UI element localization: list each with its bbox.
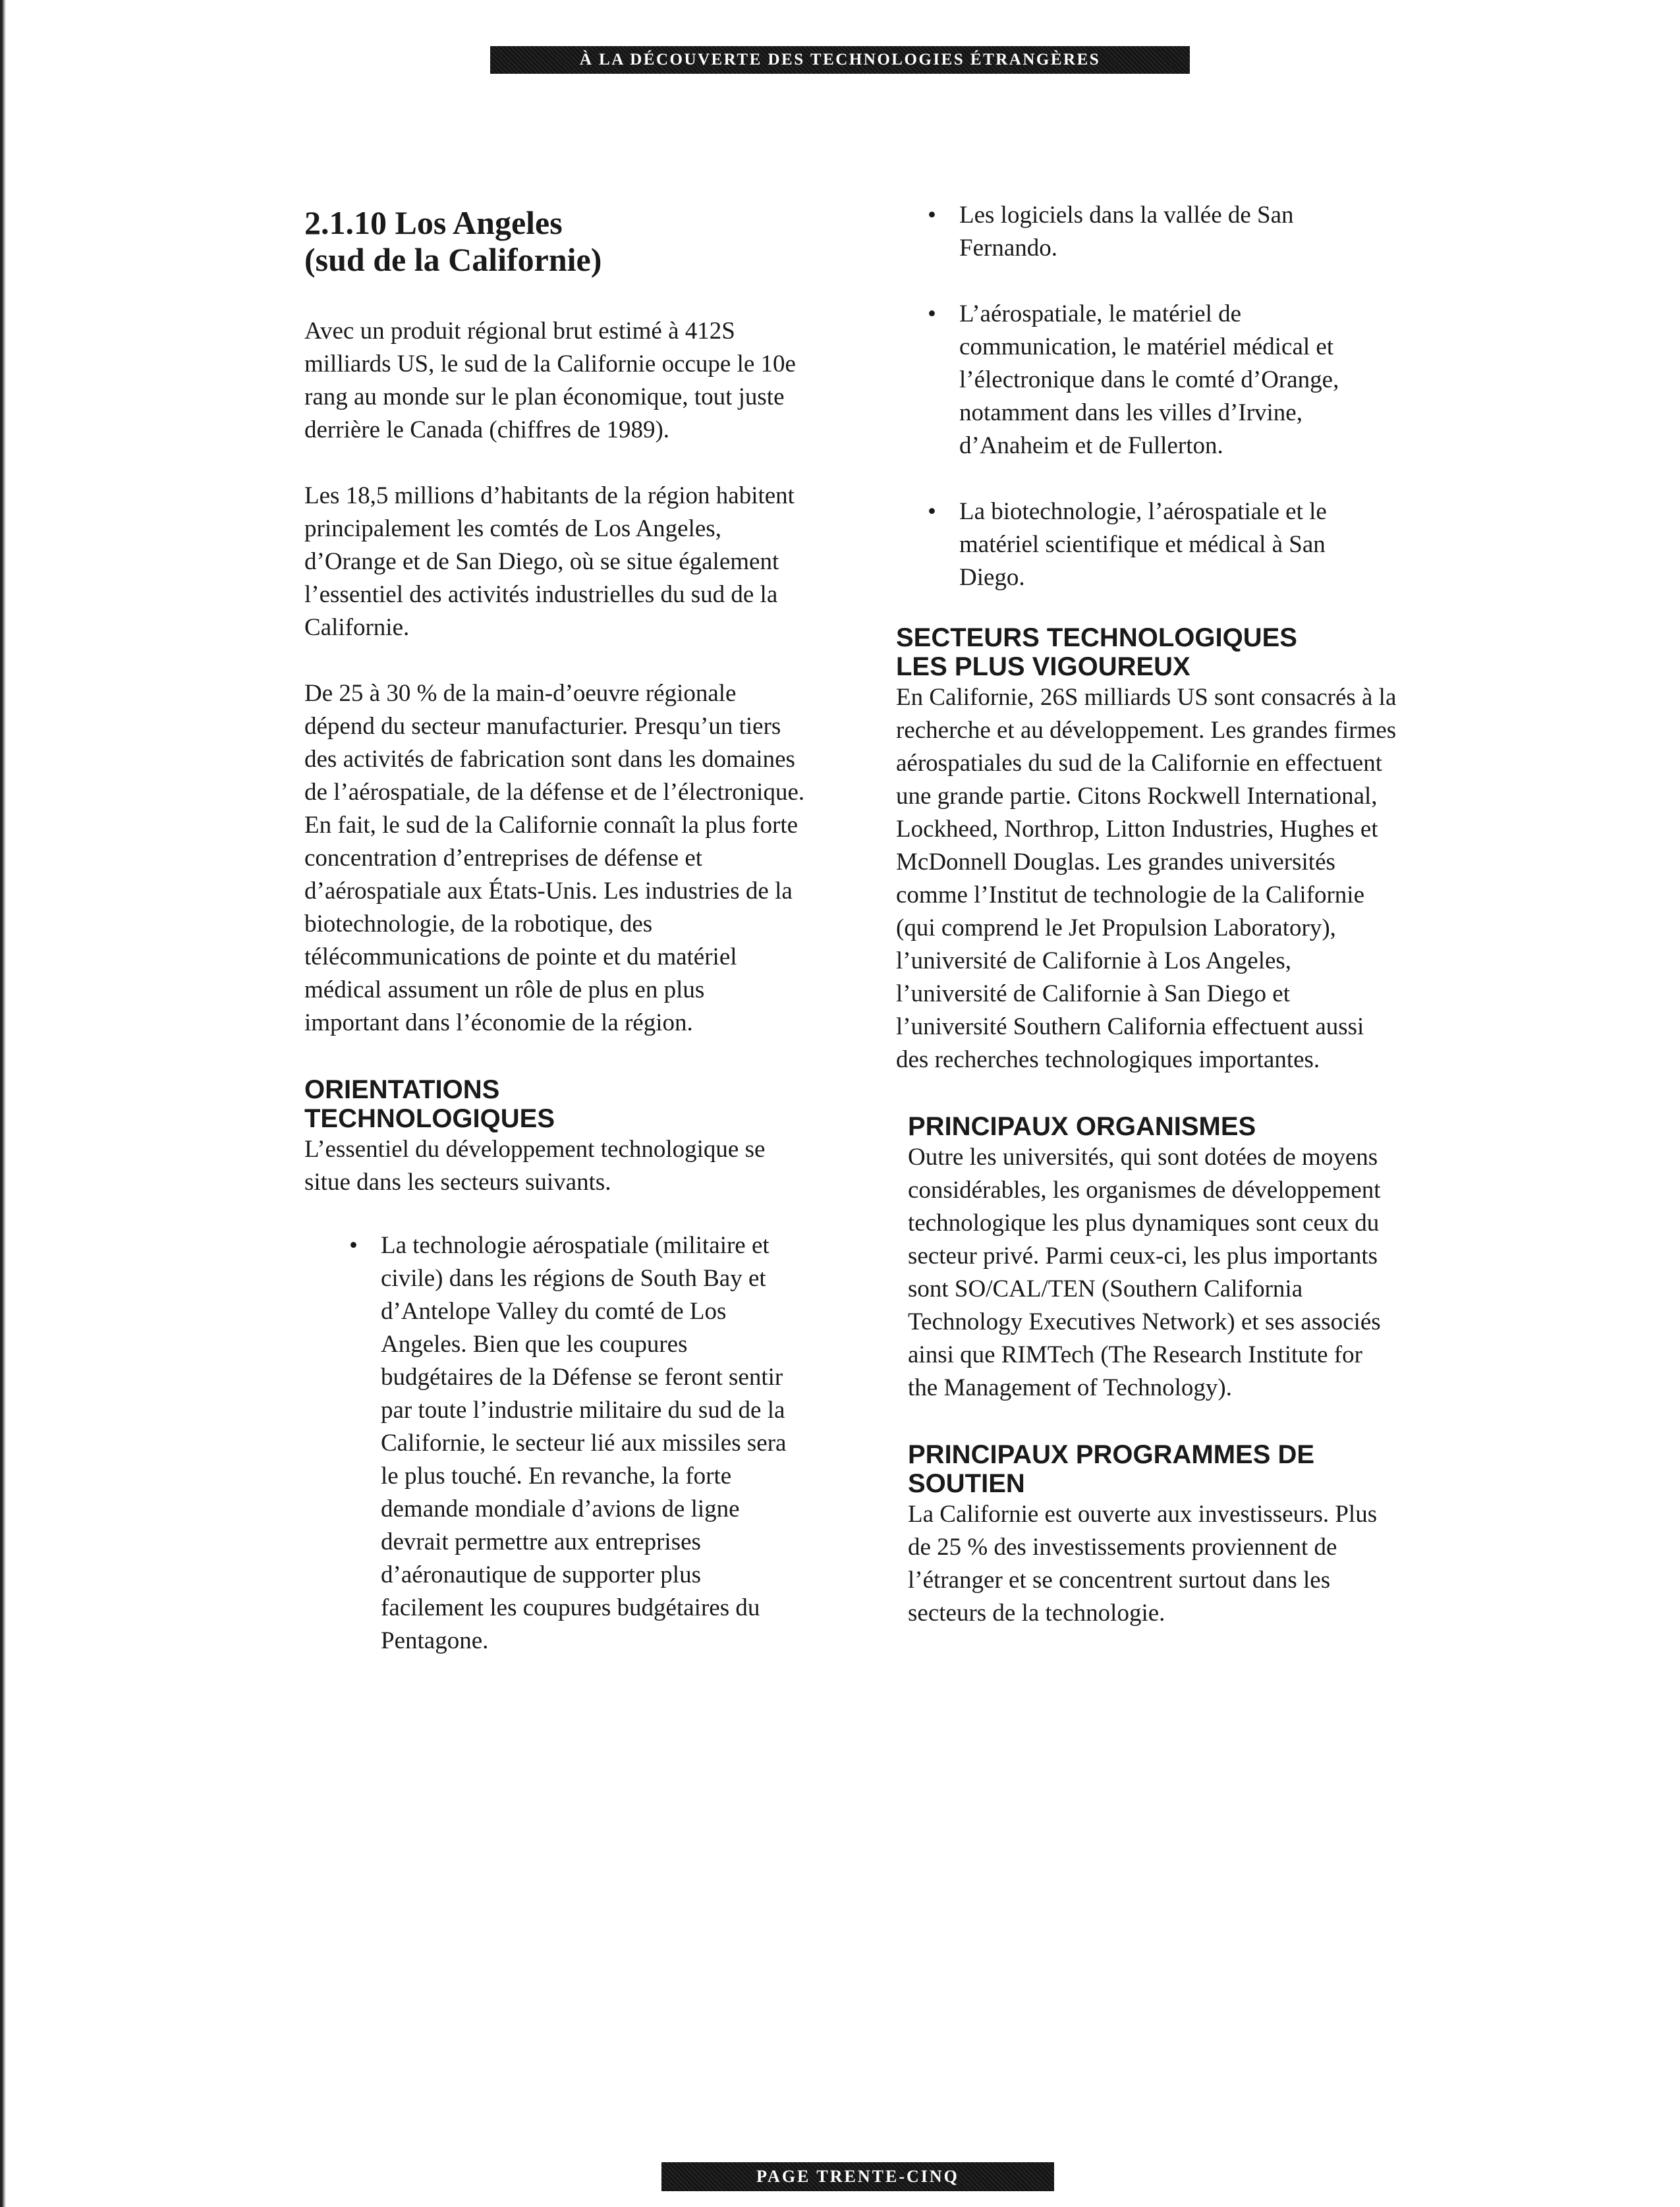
paragraph-population: Les 18,5 millions d’habitants de la région habitent principalement les comtés de Los Angeles, d’Orange et de San Diego, où se situe également l’essentiel des activités industrielles du sud de la Californie. — [304, 482, 795, 641]
heading-vigorous-sectors-line1: SECTEURS TECHNOLOGIQUES — [896, 623, 1297, 652]
heading-organisms: PRINCIPAUX ORGANISMES — [908, 1112, 1256, 1141]
section-title-line2: (sud de la Californie) — [304, 241, 602, 278]
paragraph-investors: La Californie est ouverte aux investisseurs. Plus de 25 % des investissements proviennent de l’étranger et se concentrent surtout dans les secteurs de la technologie. — [908, 1501, 1378, 1627]
paragraph-gdp: Avec un produit régional brut estimé à 412S milliards US, le sud de la Californie occupe le 10e rang au monde sur le plan économique, tout juste derrière le Canada (chiffres de 1989). — [304, 318, 796, 443]
heading-orientations-line2: TECHNOLOGIQUES — [304, 1104, 555, 1133]
paragraph-sectors-intro: L’essentiel du développement technologique se situe dans les secteurs suivants. — [304, 1136, 766, 1196]
paragraph-research: En Californie, 26S milliards US sont consacrés à la recherche et au développement. Les grandes firmes aérospatiales du sud de la Californie en effectuent une grande partie. Citons Rockwell International, Lockheed, Northrop, Litton Industries, Hughes et McDonnell Douglas. Les grandes universités comme l’Institut de technologie de la Californie (qui comprend le Jet Propulsion Laboratory), l’université de Californie à Los Angeles, l’université de Californie à San Diego et l’université Southern California effectuent aussi des recherches technologiques importantes. — [896, 684, 1397, 1073]
heading-support-programs — [908, 1440, 1397, 1498]
heading-support-programs-line2: SOUTIEN — [908, 1469, 1025, 1498]
scan-edge — [0, 0, 6, 2207]
left-column — [304, 198, 805, 1658]
heading-orientations — [304, 1075, 805, 1133]
bullet-list-right — [896, 199, 1397, 594]
paragraph-organisms: Outre les universités, qui sont dotées de moyens considérables, les organismes de développement technologique les plus dynamiques sont ceux du secteur privé. Parmi ceux-ci, les plus importants sont SO/CAL/TEN (Southern California Technology Executives Network) et ses associés ainsi que RIMTech (The Research Institute for the Management of Technology). — [908, 1144, 1381, 1401]
list-item: • Les logiciels dans la vallée de San Fernando. — [959, 199, 1397, 265]
right-column — [896, 198, 1397, 1630]
heading-support-programs-line1: PRINCIPAUX PROGRAMMES DE — [908, 1440, 1315, 1469]
list-item: • La technologie aérospatiale (militaire et civile) dans les régions de South Bay et d’Antelope Valley du comté de Los Angeles. Bien que les coupures budgétaires de la Défense se feront sentir par toute l’industrie militaire du sud de la Californie, le secteur lié aux missiles sera le plus touché. En revanche, la forte demande mondiale d’avions de ligne devrait permettre aux entreprises d’aéronautique de supporter plus facilement les coupures budgétaires du Pentagone. — [381, 1229, 805, 1658]
bullet-list-left — [304, 1229, 805, 1658]
heading-vigorous-sectors — [896, 623, 1397, 681]
heading-orientations-line1: ORIENTATIONS — [304, 1075, 500, 1104]
section-title — [304, 204, 805, 278]
list-item: • L’aérospatiale, le matériel de communication, le matériel médical et l’électronique dans le comté d’Orange, notamment dans les villes d’Irvine, d’Anaheim et de Fullerton. — [959, 298, 1397, 462]
list-item: • La biotechnologie, l’aérospatiale et le matériel scientifique et médical à San Diego. — [959, 495, 1397, 594]
section-title-line1: 2.1.10 Los Angeles — [304, 204, 563, 241]
heading-vigorous-sectors-line2: LES PLUS VIGOUREUX — [896, 652, 1190, 681]
header-banner: À LA DÉCOUVERTE DES TECHNOLOGIES ÉTRANGÈRES — [490, 46, 1190, 74]
paragraph-manufacturing: De 25 à 30 % de la main-d’oeuvre régionale dépend du secteur manufacturier. Presqu’un tiers des activités de fabrication sont dans les domaines de l’aérospatiale, de la défense et de l’électronique. En fait, le sud de la Californie connaît la plus forte concentration d’entreprises de défense et d’aérospatiale aux États-Unis. Les industries de la biotechnologie, de la robotique, des télécommunications de pointe et du matériel médical assument un rôle de plus en plus important dans l’économie de la région. — [304, 680, 805, 1036]
page-number-banner: PAGE TRENTE-CINQ — [661, 2162, 1054, 2191]
